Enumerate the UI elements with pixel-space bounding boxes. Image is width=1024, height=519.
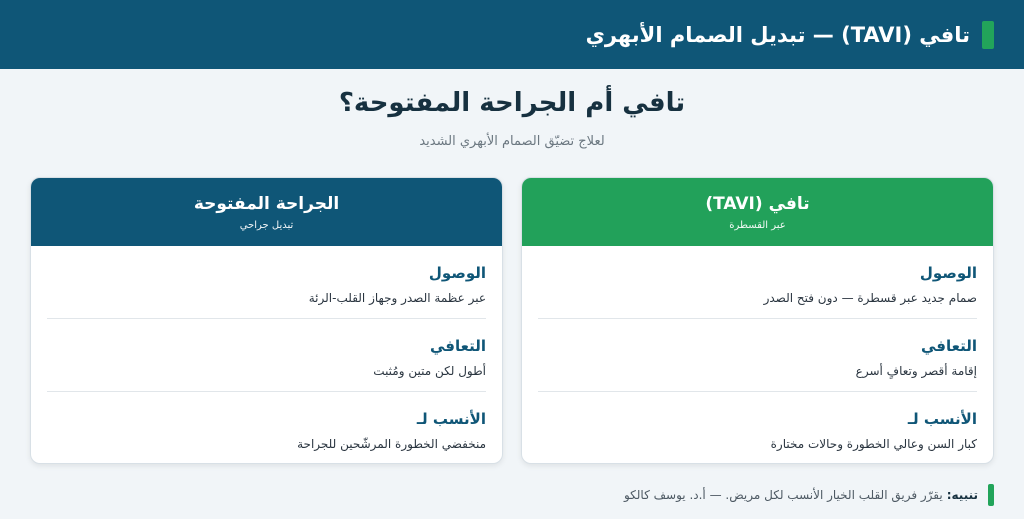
open-surgery-card-subtitle: تبديل جراحي: [239, 219, 294, 231]
top-bar: [0, 0, 1024, 69]
open-surgery-card-body: [31, 246, 502, 464]
row-label: الأنسب لـ: [416, 410, 486, 428]
tavi-card-body: [522, 246, 993, 464]
tavi-row-access: [538, 246, 977, 319]
main-heading: تافي أم الجراحة المفتوحة؟: [338, 88, 686, 118]
row-text: كبار السن وعالي الخطورة وحالات مختارة: [770, 437, 977, 451]
row-text: إقامة أقصر وتعافٍ أسرع: [855, 364, 977, 378]
open-surgery-card-title: الجراحة المفتوحة: [193, 193, 340, 214]
tavi-card-subtitle: عبر القسطرة: [729, 219, 786, 231]
open-surgery-card-header: [31, 178, 502, 246]
row-text: عبر عظمة الصدر وجهاز القلب-الرئة: [308, 291, 486, 305]
tavi-card-title: تافي (TAVI): [705, 193, 810, 214]
row-label: التعافي: [921, 337, 977, 355]
row-label: الوصول: [428, 264, 486, 282]
row-text: منخفضي الخطورة المرشّحين للجراحة: [297, 437, 486, 451]
accent-bar: [982, 21, 994, 49]
row-label: الوصول: [919, 264, 977, 282]
tavi-row-best-for: [538, 392, 977, 464]
footer-text: يقرّر فريق القلب الخيار الأنسب لكل مريض. — أ.د. يوسف كالكو: [623, 488, 943, 502]
footer-accent-bar: [988, 484, 994, 506]
footer-note: [624, 484, 994, 506]
open-surgery-card: [30, 177, 503, 464]
footer-label: تنبيه:: [946, 488, 978, 502]
row-label: الأنسب لـ: [907, 410, 977, 428]
open-row-best-for: [47, 392, 486, 464]
open-row-recovery: [47, 319, 486, 392]
page-title: تافي (TAVI) — تبديل الصمام الأبهري: [585, 22, 970, 47]
open-row-access: [47, 246, 486, 319]
tavi-card-header: [522, 178, 993, 246]
row-label: التعافي: [430, 337, 486, 355]
row-text: أطول لكن متين ومُثبت: [373, 364, 486, 378]
tavi-row-recovery: [538, 319, 977, 392]
main-subheading: لعلاج تضيّق الصمام الأبهري الشديد: [419, 134, 605, 149]
row-text: صمام جديد عبر قسطرة — دون فتح الصدر: [763, 291, 977, 305]
tavi-card: [521, 177, 994, 464]
